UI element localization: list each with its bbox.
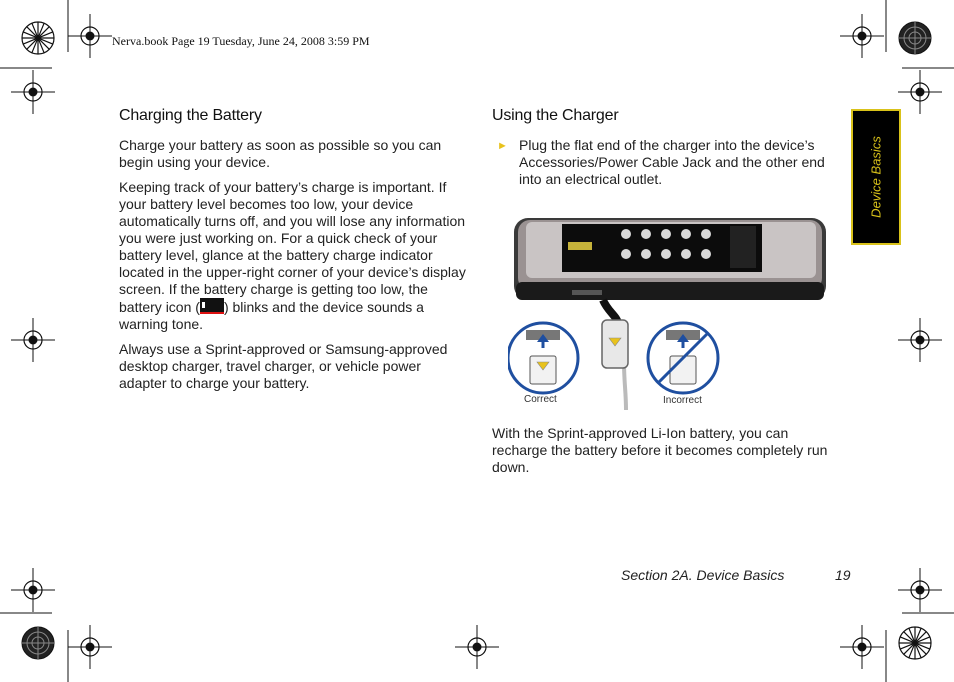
bullet-arrow-icon: ► bbox=[497, 140, 508, 152]
paragraph-li-ion-battery: With the Sprint-approved Li-Ion battery, you can recharge the battery before it becomes completely run down. bbox=[492, 425, 828, 475]
incorrect-orientation-icon bbox=[648, 323, 718, 393]
paragraph-battery-level bbox=[119, 179, 471, 333]
side-tab-label: Device Basics bbox=[868, 136, 884, 218]
correct-orientation-icon bbox=[508, 323, 578, 393]
paragraph-approved-chargers: Always use a Sprint-approved or Samsung-approved desktop charger, travel charger, or vehicle power adapter to charge your battery. bbox=[119, 341, 448, 391]
paragraph-battery-level-text-a: Keeping track of your battery’s charge is important. If your battery level becomes too low, your device automatically turns off, and you will lose any information you were just working on. For a quick check of your battery level, glance at the battery charge indicator located in the upper-right corner of your device’s display screen. If the battery charge is getting too low, the battery icon ( bbox=[119, 179, 466, 315]
paragraph-charge-soon: Charge your battery as soon as possible so you can begin using your device. bbox=[119, 137, 442, 170]
section-heading-charger: Using the Charger bbox=[492, 107, 619, 124]
caption-incorrect: Incorrect bbox=[663, 395, 702, 406]
section-heading-charging: Charging the Battery bbox=[119, 107, 262, 124]
phone-device-image bbox=[514, 218, 826, 300]
low-battery-icon bbox=[200, 298, 224, 314]
charger-illustration bbox=[508, 212, 828, 412]
caption-correct: Correct bbox=[524, 394, 557, 405]
paragraph-battery-level-text-b: ) blinks and the device sounds a warning tone. bbox=[119, 299, 424, 332]
footer-page-number: 19 bbox=[835, 567, 851, 583]
book-header-line: Nerva.book Page 19 Tuesday, June 24, 2008 3:59 PM bbox=[112, 34, 370, 48]
bullet-plug-charger: Plug the flat end of the charger into the device’s Accessories/Power Cable Jack and the other end into an electrical outlet. bbox=[519, 137, 825, 187]
footer-section-title: Section 2A. Device Basics bbox=[621, 567, 785, 583]
side-tab-device-basics bbox=[851, 109, 901, 245]
